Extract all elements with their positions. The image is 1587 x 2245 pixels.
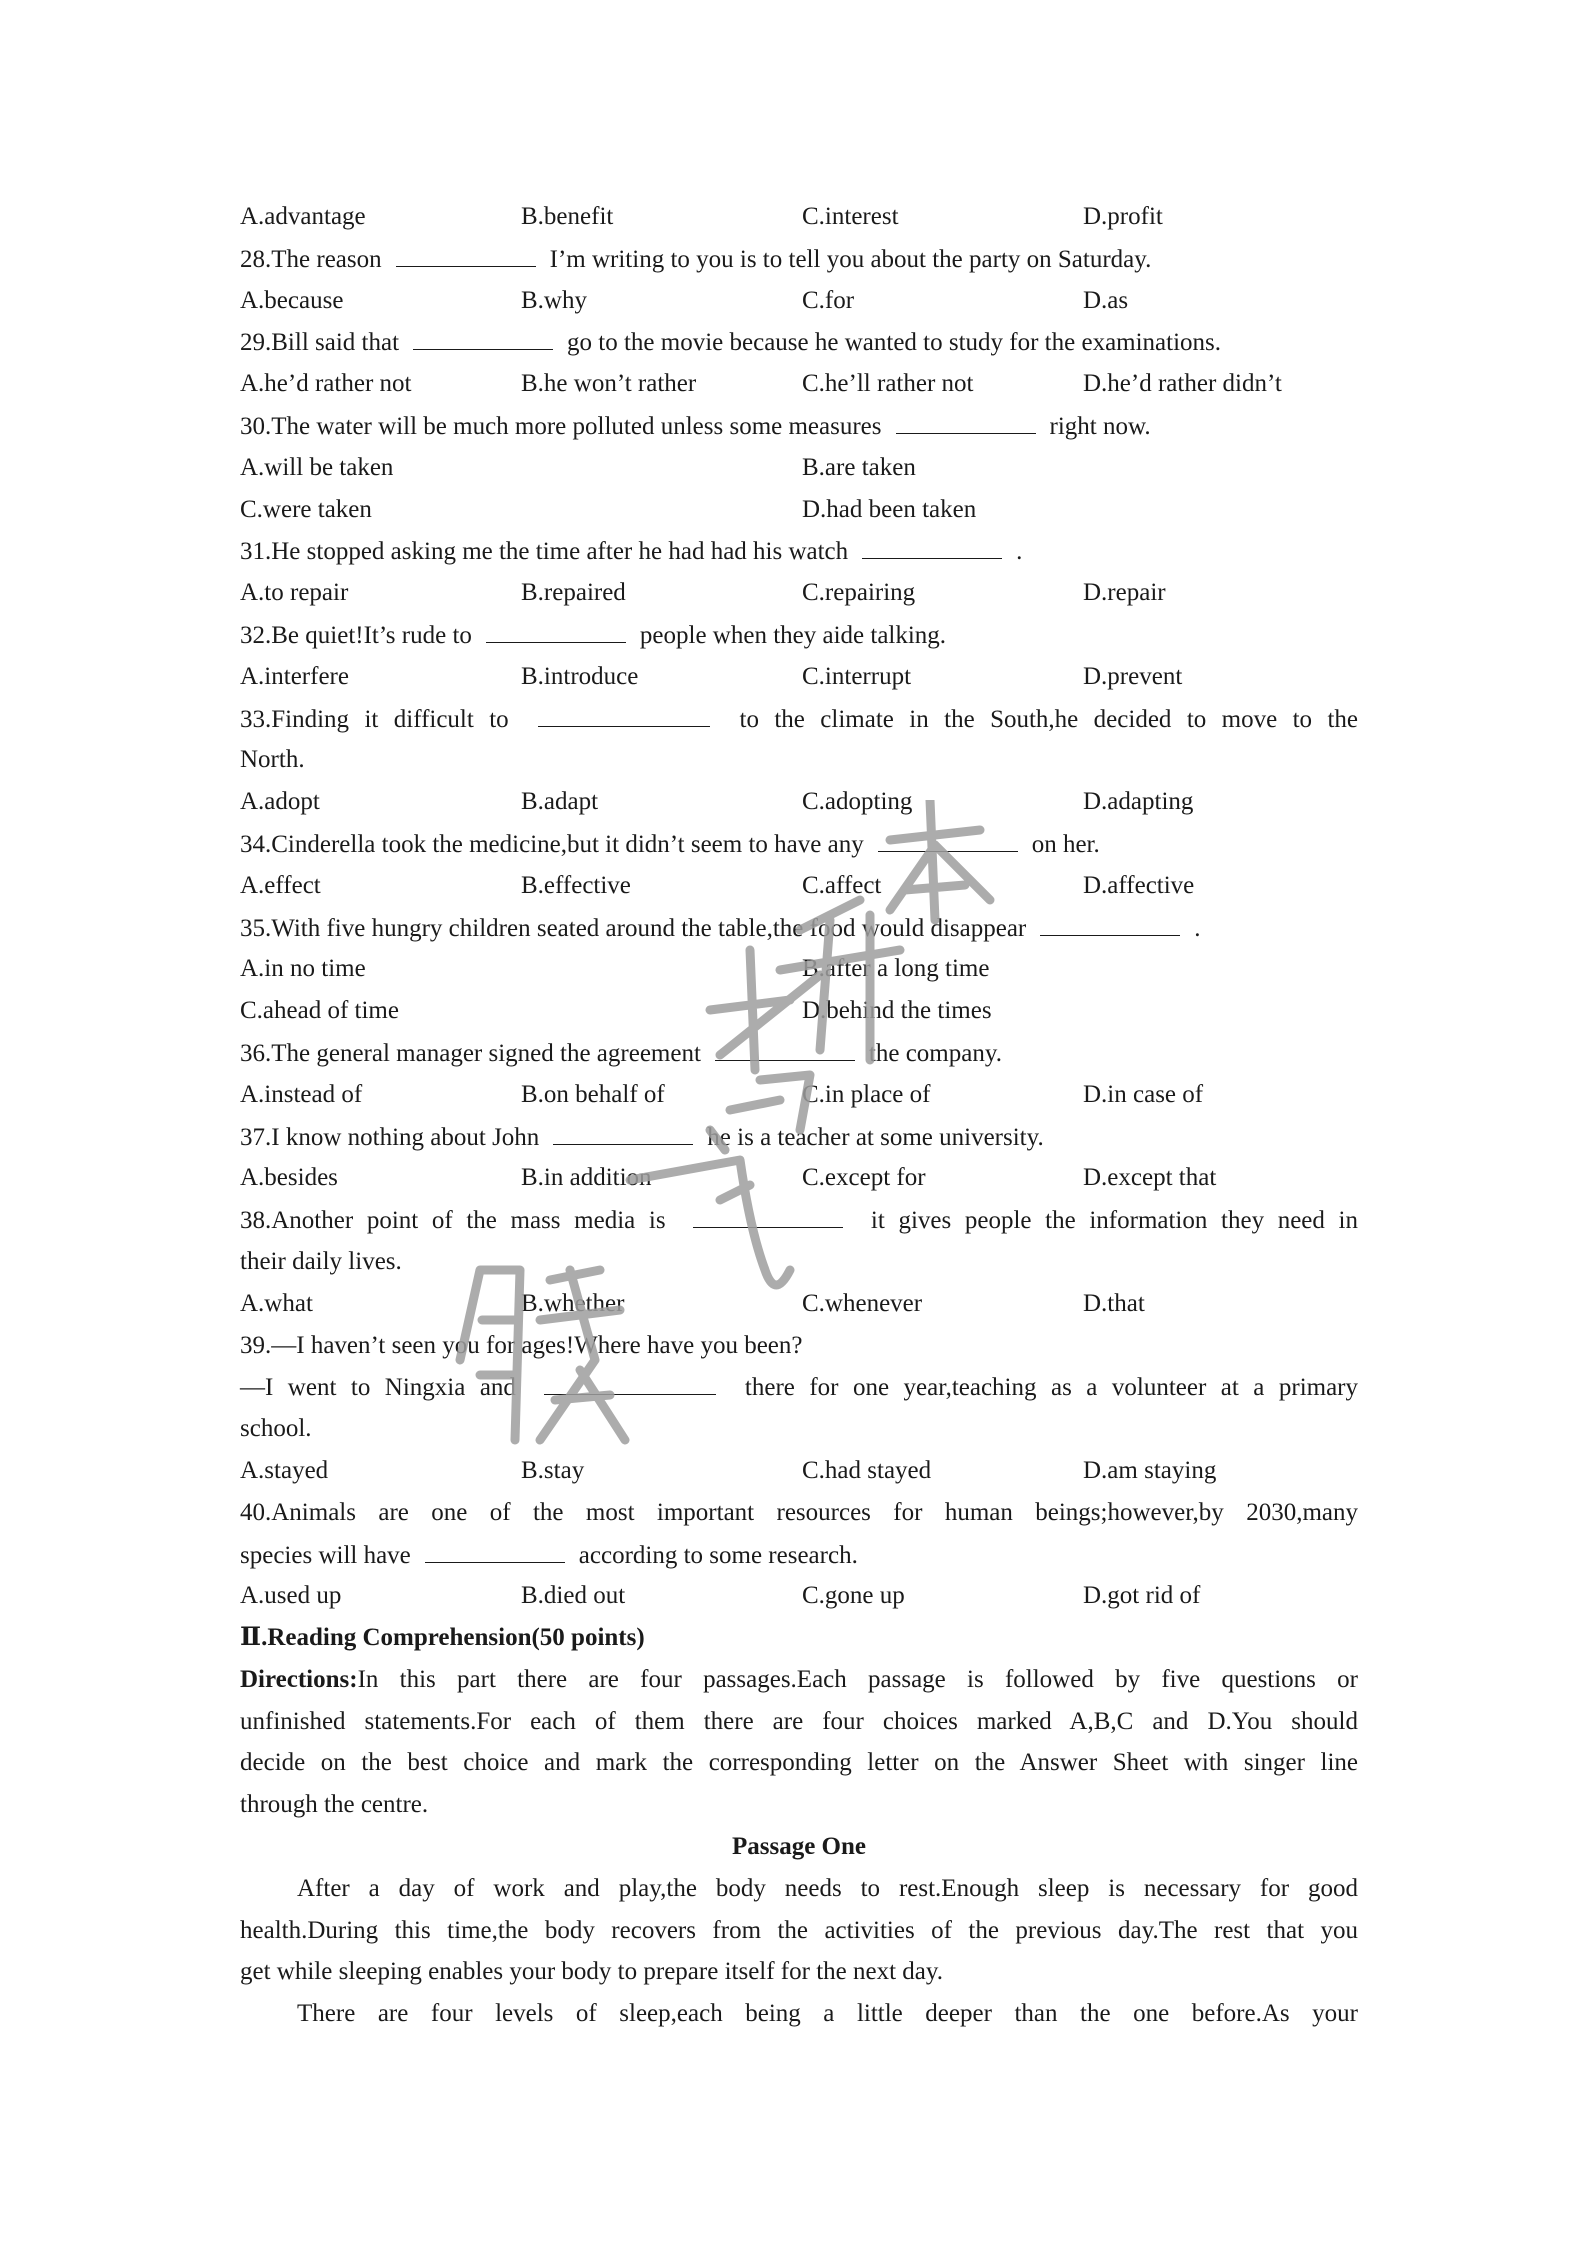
q35-option-b: B.after a long time bbox=[802, 955, 990, 983]
q28-stem bbox=[240, 238, 1358, 280]
q40-option-d: D.got rid of bbox=[1083, 1582, 1201, 1610]
directions-line-4: through the centre. bbox=[240, 1791, 429, 1819]
q28-text-before: 28.The reason bbox=[240, 245, 382, 273]
q36-option-d: D.in case of bbox=[1083, 1080, 1204, 1108]
passage-line-1: After a day of work and play,the body needs to rest.Enough sleep is necessary for good bbox=[297, 1874, 1358, 1902]
q38-options bbox=[240, 1283, 1358, 1325]
q36-option-a: A.instead of bbox=[240, 1080, 363, 1108]
q39-option-c: C.had stayed bbox=[802, 1456, 932, 1484]
q39-option-b: B.stay bbox=[521, 1456, 585, 1484]
q31-options bbox=[240, 572, 1358, 614]
q32-options bbox=[240, 656, 1358, 698]
q33-text-continued: North. bbox=[240, 746, 305, 774]
q39-option-a: A.stayed bbox=[240, 1456, 329, 1484]
q28-option-b: B.why bbox=[521, 286, 587, 314]
q38-option-c: C.whenever bbox=[802, 1289, 923, 1317]
q34-option-c: C.affect bbox=[802, 871, 882, 899]
directions-line-1 bbox=[240, 1659, 1358, 1701]
q33-option-c: C.adopting bbox=[802, 788, 913, 816]
q36-text-before: 36.The general manager signed the agreement bbox=[240, 1039, 701, 1067]
q34-option-d: D.affective bbox=[1083, 871, 1195, 899]
q39-stem-continued bbox=[240, 1408, 1358, 1450]
q33-text-before: 33.Finding it difficult to bbox=[240, 705, 509, 733]
q33-option-a: A.adopt bbox=[240, 788, 320, 816]
passage-line-4: There are four levels of sleep,each being a little deeper than the one before.As your bbox=[297, 2000, 1358, 2028]
directions-label: Directions: bbox=[240, 1665, 358, 1693]
q35-options-row2 bbox=[240, 990, 1358, 1032]
q31-text-before: 31.He stopped asking me the time after he had had his watch bbox=[240, 538, 849, 566]
q37-text-after: he is a teacher at some university. bbox=[707, 1123, 1044, 1151]
q30-text-before: 30.The water will be much more polluted unless some measures bbox=[240, 412, 882, 440]
q32-blank bbox=[486, 614, 626, 643]
passage-line-2: health.During this time,the body recovers from the activities of the previous day.The rest that you bbox=[240, 1916, 1358, 1944]
q33-text-after: to the climate in the South,he decided to move to the bbox=[739, 705, 1359, 733]
directions-text-1: In this part there are four passages.Each passage is followed by five questions or bbox=[357, 1665, 1358, 1693]
q38-stem-continued bbox=[240, 1241, 1358, 1283]
q34-option-b: B.effective bbox=[521, 871, 631, 899]
q27-option-c: C.interest bbox=[802, 203, 899, 230]
q33-options bbox=[240, 781, 1358, 823]
q37-blank bbox=[553, 1116, 693, 1145]
q40-stem bbox=[240, 1492, 1358, 1534]
q32-option-c: C.interrupt bbox=[802, 662, 912, 690]
q33-stem-continued bbox=[240, 739, 1358, 781]
q29-option-b: B.he won’t rather bbox=[521, 370, 697, 398]
q33-option-d: D.adapting bbox=[1083, 788, 1194, 816]
q32-option-a: A.interfere bbox=[240, 662, 349, 690]
q30-options-row1 bbox=[240, 447, 1358, 489]
document-page bbox=[240, 196, 1358, 2035]
q34-stem bbox=[240, 823, 1358, 865]
q31-stem bbox=[240, 530, 1358, 572]
q30-stem bbox=[240, 405, 1358, 447]
q27-option-a: A.advantage bbox=[240, 203, 366, 230]
q27-option-d: D.profit bbox=[1083, 203, 1163, 230]
q32-option-b: B.introduce bbox=[521, 662, 639, 690]
q37-option-d: D.except that bbox=[1083, 1164, 1217, 1192]
q37-stem bbox=[240, 1116, 1358, 1158]
q35-text-after: . bbox=[1194, 914, 1201, 942]
q40-text-after: according to some research. bbox=[578, 1541, 858, 1569]
q31-option-d: D.repair bbox=[1083, 579, 1166, 607]
q34-blank bbox=[878, 823, 1018, 852]
q35-text-before: 35.With five hungry children seated around the table,the food would disappear bbox=[240, 914, 1027, 942]
q31-text-after: . bbox=[1016, 538, 1023, 566]
q38-option-d: D.that bbox=[1083, 1289, 1145, 1317]
q31-blank bbox=[862, 530, 1002, 559]
q37-option-a: A.besides bbox=[240, 1164, 338, 1192]
q38-option-a: A.what bbox=[240, 1289, 313, 1317]
q36-options bbox=[240, 1074, 1358, 1116]
passage-title: Passage One bbox=[731, 1833, 867, 1861]
q40-text-before: species will have bbox=[240, 1541, 411, 1569]
q35-option-a: A.in no time bbox=[240, 955, 366, 983]
q32-text-after: people when they aide talking. bbox=[639, 621, 947, 649]
q40-option-a: A.used up bbox=[240, 1582, 342, 1610]
q38-text-continued: their daily lives. bbox=[240, 1247, 402, 1275]
q40-stem-continued bbox=[240, 1534, 1358, 1576]
q40-blank bbox=[425, 1534, 565, 1563]
q36-text-after: the company. bbox=[868, 1039, 1002, 1067]
q31-option-a: A.to repair bbox=[240, 579, 349, 607]
q28-options bbox=[240, 280, 1358, 322]
q32-text-before: 32.Be quiet!It’s rude to bbox=[240, 621, 472, 649]
q39-text-before: —I went to Ningxia and bbox=[240, 1374, 516, 1402]
q39-stem-answer bbox=[240, 1366, 1358, 1408]
q28-option-a: A.because bbox=[240, 286, 344, 314]
q29-blank bbox=[413, 321, 553, 350]
q36-option-c: C.in place of bbox=[802, 1080, 931, 1108]
q40-option-c: C.gone up bbox=[802, 1582, 905, 1610]
q40-option-b: B.died out bbox=[521, 1582, 626, 1610]
q31-option-c: C.repairing bbox=[802, 579, 916, 607]
q31-option-b: B.repaired bbox=[521, 579, 626, 607]
q39-options bbox=[240, 1450, 1358, 1492]
q40-options bbox=[240, 1575, 1358, 1617]
q36-stem bbox=[240, 1032, 1358, 1074]
q29-option-a: A.he’d rather not bbox=[240, 370, 412, 398]
q39-blank bbox=[544, 1366, 716, 1395]
q30-blank bbox=[896, 405, 1036, 434]
q35-option-c: C.ahead of time bbox=[240, 997, 399, 1025]
q36-option-b: B.on behalf of bbox=[521, 1080, 665, 1108]
q28-option-d: D.as bbox=[1083, 286, 1129, 314]
watermark-text: 腾飞考升本 bbox=[420, 800, 425, 801]
q38-text-before: 38.Another point of the mass media is bbox=[240, 1207, 666, 1235]
q33-option-b: B.adapt bbox=[521, 788, 599, 816]
q34-text-before: 34.Cinderella took the medicine,but it didn’t seem to have any bbox=[240, 830, 864, 858]
q30-options-row2 bbox=[240, 489, 1358, 531]
q30-option-c: C.were taken bbox=[240, 495, 372, 523]
q29-options bbox=[240, 363, 1358, 405]
q28-option-c: C.for bbox=[802, 286, 855, 314]
q29-text-after: go to the movie because he wanted to study for the examinations. bbox=[567, 329, 1222, 357]
q40-text-first: 40.Animals are one of the most important resources for human beings;however,by 2030,many bbox=[240, 1498, 1358, 1526]
q35-blank bbox=[1040, 907, 1180, 936]
q39-text-after: there for one year,teaching as a volunteer at a primary bbox=[744, 1374, 1359, 1402]
q27-options bbox=[240, 196, 1358, 238]
directions-line-2: unfinished statements.For each of them there are four choices marked A,B,C and D.You should bbox=[240, 1707, 1358, 1735]
q37-text-before: 37.I know nothing about John bbox=[240, 1123, 540, 1151]
passage-line-3: get while sleeping enables your body to prepare itself for the next day. bbox=[240, 1958, 944, 1986]
q30-option-b: B.are taken bbox=[802, 453, 916, 481]
q32-stem bbox=[240, 614, 1358, 656]
q34-options bbox=[240, 865, 1358, 907]
q29-text-before: 29.Bill said that bbox=[240, 329, 400, 357]
q35-options-row1 bbox=[240, 948, 1358, 990]
q36-blank bbox=[715, 1032, 855, 1061]
q38-text-after: it gives people the information they need in bbox=[870, 1207, 1359, 1235]
q39-text-continued: school. bbox=[240, 1415, 312, 1443]
q29-option-c: C.he’ll rather not bbox=[802, 370, 974, 398]
q33-stem bbox=[240, 698, 1358, 740]
q27-option-b: B.benefit bbox=[521, 203, 614, 230]
q39-text-first: 39.—I haven’t seen you for ages!Where have you been? bbox=[240, 1331, 803, 1359]
q28-blank bbox=[396, 238, 536, 267]
q38-blank bbox=[693, 1199, 843, 1228]
q38-option-b: B.whether bbox=[521, 1289, 625, 1317]
q33-blank bbox=[538, 698, 710, 727]
q37-option-b: B.in addition bbox=[521, 1164, 652, 1192]
q37-options bbox=[240, 1157, 1358, 1199]
q30-option-a: A.will be taken bbox=[240, 453, 394, 481]
q39-option-d: D.am staying bbox=[1083, 1456, 1217, 1484]
section-heading: Ⅱ.Reading Comprehension(50 points) bbox=[240, 1624, 645, 1652]
directions-line-3: decide on the best choice and mark the corresponding letter on the Answer Sheet with singer line bbox=[240, 1749, 1358, 1777]
q35-option-d: D.behind the times bbox=[802, 997, 992, 1025]
q32-option-d: D.prevent bbox=[1083, 662, 1183, 690]
q29-option-d: D.he’d rather didn’t bbox=[1083, 370, 1282, 398]
q38-stem bbox=[240, 1199, 1358, 1241]
q35-stem bbox=[240, 907, 1358, 949]
q34-text-after: on her. bbox=[1031, 830, 1100, 858]
q30-text-after: right now. bbox=[1049, 412, 1151, 440]
q28-text-after: I’m writing to you is to tell you about the party on Saturday. bbox=[549, 245, 1152, 273]
q39-stem bbox=[240, 1325, 1358, 1367]
q29-stem bbox=[240, 321, 1358, 363]
q37-option-c: C.except for bbox=[802, 1164, 926, 1192]
q34-option-a: A.effect bbox=[240, 871, 321, 899]
q30-option-d: D.had been taken bbox=[802, 495, 977, 523]
